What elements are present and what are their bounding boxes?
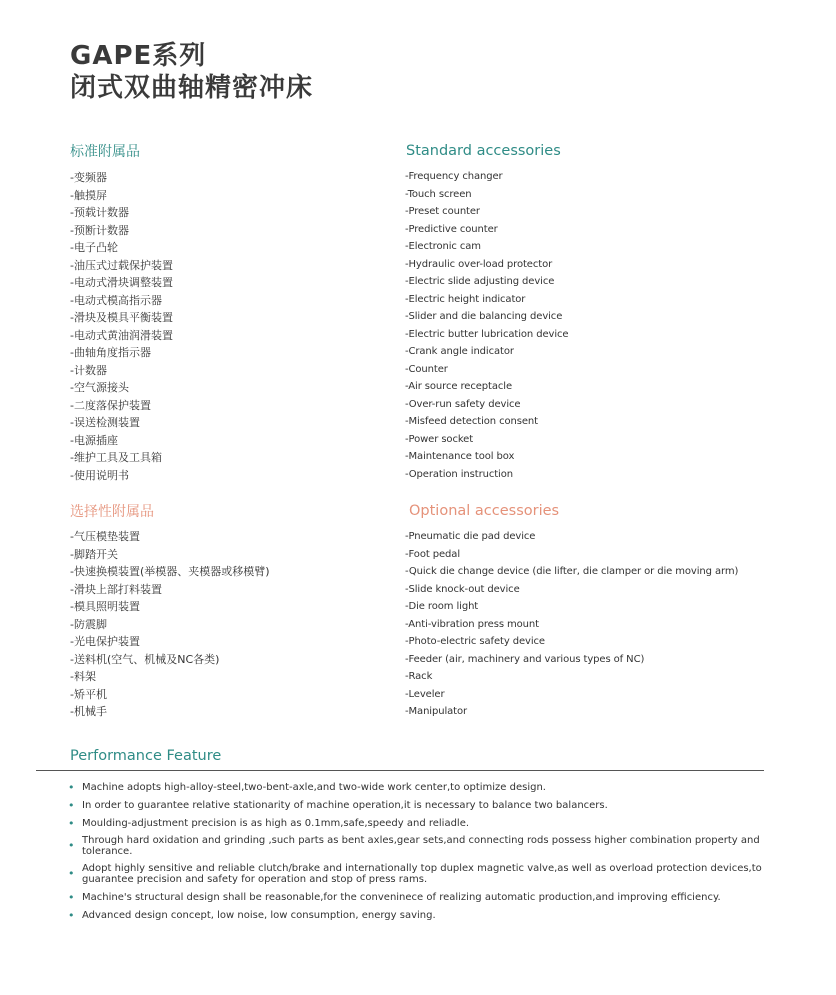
list-item: -Electric height indicator <box>405 293 526 305</box>
list-item: -Counter <box>405 363 448 375</box>
list-item: -电动式黄油润滑装置 <box>70 328 173 342</box>
list-item: -Operation instruction <box>405 468 513 480</box>
list-item: -Air source receptacle <box>405 381 513 392</box>
bullet-icon: • <box>68 798 75 812</box>
list-item: -快速换模装置(举模器、夹模器或移模臂) <box>70 565 270 578</box>
list-item: -Power socket <box>405 433 474 445</box>
list-item: -计数器 <box>70 363 107 377</box>
performance-text: Advanced design concept, low noise, low consumption, energy saving. <box>82 909 436 921</box>
list-item: -Rack <box>405 671 433 682</box>
list-item: -Frequency changer <box>405 171 503 182</box>
list-item: -维护工具及工具箱 <box>70 451 162 464</box>
list-item: -Over-run safety device <box>405 398 521 410</box>
list-item: -电动式滑块调整装置 <box>70 276 173 289</box>
list-item: -滑块上部打料装置 <box>70 582 162 596</box>
bullet-icon: • <box>68 890 75 904</box>
standard-heading-zh: 标准附属品 <box>70 144 140 160</box>
page-title-block <box>70 40 313 104</box>
optional-heading-zh: 选择性附属品 <box>70 504 154 520</box>
list-item: -Misfeed detection consent <box>405 416 538 427</box>
list-item: -滑块及模具平衡装置 <box>70 311 173 324</box>
bullet-icon: • <box>68 908 75 922</box>
list-item: -Preset counter <box>405 206 480 217</box>
list-item: -机械手 <box>70 705 107 718</box>
performance-item <box>68 832 768 859</box>
optional-list-en <box>405 528 738 721</box>
list-item: -电源插座 <box>70 433 118 447</box>
list-item: -Anti-vibration press mount <box>405 618 539 630</box>
list-item: -Slide knock-out device <box>405 583 520 595</box>
list-item: -预载计数器 <box>70 206 129 219</box>
performance-text: Machine's structural design shall be reasonable,for the conveninece of realizing automatic production,and improving efficiency. <box>82 891 721 903</box>
list-item: -Crank angle indicator <box>405 346 514 357</box>
list-item: -电子凸轮 <box>70 241 118 254</box>
product-title: 闭式双曲轴精密冲床 <box>70 73 314 103</box>
bullet-icon: • <box>68 816 75 830</box>
list-item: -送料机(空气、机械及NC各类) <box>70 652 220 666</box>
standard-list-zh <box>70 169 173 484</box>
list-item: -二度落保护装置 <box>70 398 151 412</box>
performance-text: Through hard oxidation and grinding ,such parts as bent axles,gear sets,and connecting rods possess higher combination property and tolerance. <box>82 834 760 857</box>
list-item: -Die room light <box>405 601 479 612</box>
series-title: GAPE系列 <box>70 41 207 71</box>
list-item: -Photo-electric safety device <box>405 636 545 647</box>
performance-item <box>68 796 768 814</box>
list-item: -Electric butter lubrication device <box>405 328 569 340</box>
performance-item <box>68 906 768 924</box>
list-item: -触摸屏 <box>70 188 107 202</box>
list-item: -防震脚 <box>70 617 107 631</box>
performance-item <box>68 778 768 796</box>
list-item: -Electric slide adjusting device <box>405 276 555 287</box>
standard-heading-en: Standard accessories <box>406 143 561 159</box>
list-item: -Feeder (air, machinery and various types of NC) <box>405 653 645 665</box>
standard-list-en <box>405 168 568 483</box>
section-divider <box>36 770 764 771</box>
performance-text: Moulding-adjustment precision is as high as 0.1mm,safe,speedy and reliadle. <box>82 817 470 829</box>
performance-list <box>68 778 768 924</box>
performance-item <box>68 814 768 832</box>
performance-heading: Performance Feature <box>70 748 222 764</box>
performance-text: In order to guarantee relative stationarity of machine operation,it is necessary to balance two balancers. <box>82 799 608 811</box>
list-item: -预断计数器 <box>70 223 129 237</box>
performance-item <box>68 859 768 888</box>
optional-heading-en: Optional accessories <box>409 503 560 519</box>
bullet-icon: • <box>68 780 75 794</box>
list-item: -Touch screen <box>405 188 472 200</box>
list-item: -Manipulator <box>405 706 468 717</box>
bullet-icon: • <box>68 867 75 880</box>
list-item: -油压式过载保护装置 <box>70 258 173 272</box>
list-item: -空气源接头 <box>70 381 129 394</box>
list-item: -模具照明装置 <box>70 600 140 613</box>
list-item: -曲轴角度指示器 <box>70 346 151 359</box>
list-item: -Quick die change device (die lifter, die clamper or die moving arm) <box>405 566 739 577</box>
performance-item <box>68 888 768 906</box>
list-item: -气压模垫装置 <box>70 530 140 543</box>
list-item: -变频器 <box>70 171 107 184</box>
bullet-icon: • <box>68 839 75 852</box>
performance-text: Machine adopts high-alloy-steel,two-bent-axle,and two-wide work center,to optimize design. <box>82 781 546 793</box>
list-item: -料架 <box>70 670 96 683</box>
list-item: -矫平机 <box>70 687 107 701</box>
list-item: -误送检测装置 <box>70 416 140 429</box>
list-item: -Slider and die balancing device <box>405 311 563 322</box>
list-item: -光电保护装置 <box>70 635 140 648</box>
list-item: -使用说明书 <box>70 468 129 482</box>
optional-list-zh <box>70 528 270 721</box>
list-item: -Leveler <box>405 688 445 700</box>
list-item: -Maintenance tool box <box>405 451 515 462</box>
list-item: -脚踏开关 <box>70 547 118 561</box>
list-item: -Electronic cam <box>405 241 481 252</box>
list-item: -Foot pedal <box>405 548 460 560</box>
list-item: -Predictive counter <box>405 223 498 235</box>
list-item: -电动式模高指示器 <box>70 293 162 307</box>
list-item: -Hydraulic over-load protector <box>405 258 553 270</box>
list-item: -Pneumatic die pad device <box>405 531 536 542</box>
performance-text: Adopt highly sensitive and reliable clutch/brake and internationally top duplex magnetic valve,as well as overload protection devices,to guarantee precision and safety for operation and stop of press rams. <box>82 862 762 885</box>
